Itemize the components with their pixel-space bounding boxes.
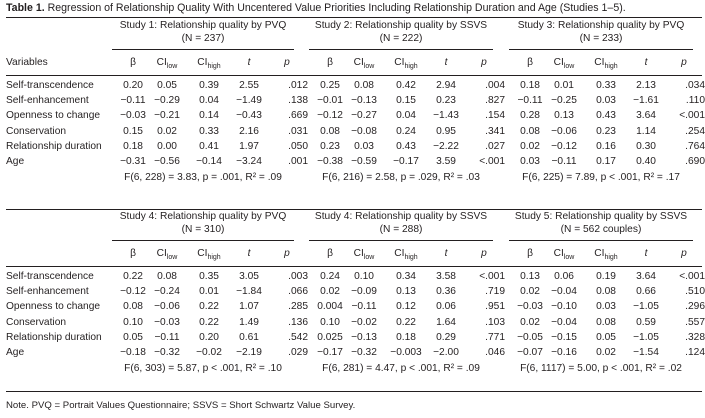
row-label: Age <box>6 156 25 167</box>
table-cell: −1.84 <box>236 286 262 298</box>
table-cell: −0.11 <box>120 95 146 107</box>
table-cell: −0.12 <box>120 286 146 298</box>
table-cell: 0.24 <box>396 125 416 137</box>
study-n: (N = 310) <box>181 224 225 235</box>
table-cell: 0.29 <box>436 331 456 343</box>
table-cell: 0.03 <box>354 140 374 152</box>
table-cell: 0.22 <box>199 301 219 313</box>
study-title: Study 5: Relationship quality by SSVS <box>514 211 688 222</box>
fit-statistic: F(6, 225) = 7.89, p < .001, R² = .17 <box>522 172 680 184</box>
ci-high-header <box>385 248 427 264</box>
table-cell: 0.23 <box>320 140 340 152</box>
table-cell: 0.15 <box>123 125 143 137</box>
table-cell: 0.04 <box>199 95 219 107</box>
table-cell: 1.64 <box>436 316 456 328</box>
table-cell: −0.11 <box>351 301 377 313</box>
table-cell: −0.15 <box>551 331 577 343</box>
table-cell: .296 <box>685 301 705 313</box>
ci-prefix: CI <box>156 248 167 259</box>
table-cell: 0.42 <box>396 80 416 91</box>
table-cell: 0.05 <box>123 331 143 343</box>
table-cell: −0.25 <box>551 95 577 107</box>
table-cell: 0.04 <box>396 110 416 122</box>
row-label: Conservation <box>6 316 67 328</box>
study-underline <box>309 49 493 50</box>
header-rule <box>6 75 702 76</box>
p-header: p <box>481 57 487 68</box>
table-cell: −0.13 <box>351 95 377 107</box>
table-cell: −1.05 <box>633 301 659 313</box>
table-cell: .557 <box>685 316 705 328</box>
table-cell: .003 <box>288 271 308 282</box>
table-cell: −0.03 <box>120 110 146 122</box>
p-header: p <box>481 248 487 259</box>
table-cell: 0.22 <box>123 271 143 282</box>
ci-prefix: CI <box>553 57 564 68</box>
table-cell: −0.38 <box>317 156 343 167</box>
ci-subscript: high <box>404 254 418 262</box>
table-cell: .690 <box>685 156 705 167</box>
ci-subscript: low <box>363 254 375 262</box>
table-cell: −0.07 <box>517 347 543 358</box>
table-cell: −0.31 <box>120 156 146 167</box>
ci-prefix: CI <box>197 57 208 68</box>
table-cell: 0.30 <box>636 140 656 152</box>
table-cell: 0.02 <box>596 347 616 358</box>
table-cell: 0.36 <box>436 286 456 298</box>
table-cell: 0.18 <box>123 140 143 152</box>
table-cell: −0.13 <box>351 331 377 343</box>
table-cell: 0.13 <box>554 110 574 122</box>
t-header: t <box>444 248 448 259</box>
table-cell: −0.04 <box>551 286 577 298</box>
table-cell: −1.54 <box>633 347 659 358</box>
ci-subscript: high <box>604 63 618 71</box>
table-cell: 0.17 <box>596 156 616 167</box>
table-cell: .719 <box>485 286 505 298</box>
study-title: Study 4: Relationship quality by SSVS <box>314 211 488 222</box>
table-cell: 0.004 <box>317 301 343 313</box>
table-cell: 0.20 <box>123 80 143 91</box>
table-cell: −0.56 <box>154 156 180 167</box>
table-cell: .154 <box>485 110 505 122</box>
table-cell: 0.03 <box>596 301 616 313</box>
ci-subscript: low <box>563 254 575 262</box>
table-cell: −0.29 <box>154 95 180 107</box>
table-cell: 0.59 <box>636 316 656 328</box>
row-label: Openness to change <box>6 301 101 313</box>
t-header: t <box>644 57 648 68</box>
table-cell: .027 <box>485 140 505 152</box>
table-cell: −0.10 <box>551 301 577 313</box>
study-n: (N = 237) <box>181 33 225 44</box>
table-cell: −0.04 <box>551 316 577 328</box>
study-n: (N = 233) <box>579 33 623 44</box>
table-cell: .034 <box>685 80 705 91</box>
ci-high-header <box>585 248 627 264</box>
table-cell: 0.08 <box>354 80 374 91</box>
study-underline <box>509 240 693 241</box>
table-cell: 1.07 <box>239 301 259 313</box>
table-cell: −0.21 <box>154 110 180 122</box>
study-underline <box>112 49 294 50</box>
table-cell: −0.11 <box>154 331 180 343</box>
table-cell: .110 <box>685 95 705 107</box>
table-cell: <.001 <box>679 110 705 122</box>
table-cell: 0.22 <box>396 316 416 328</box>
table-cell: −1.61 <box>633 95 659 107</box>
table-cell: 0.02 <box>520 316 540 328</box>
table-cell: −0.17 <box>393 156 419 167</box>
row-label: Self-enhancement <box>6 286 89 298</box>
ci-prefix: CI <box>353 248 364 259</box>
table-cell: −0.12 <box>317 110 343 122</box>
table-cell: 0.10 <box>320 316 340 328</box>
ci-high-header <box>385 57 427 73</box>
table-cell: 0.41 <box>199 140 219 152</box>
table-cell: −0.06 <box>154 301 180 313</box>
row-label: Openness to change <box>6 110 101 122</box>
table-cell: 0.18 <box>396 331 416 343</box>
table-cell: −0.16 <box>551 347 577 358</box>
table-cell: 0.15 <box>396 95 416 107</box>
table-cell: −0.27 <box>351 110 377 122</box>
table-cell: <.001 <box>479 271 505 282</box>
row-label: Age <box>6 347 25 358</box>
table-cell: 3.64 <box>636 271 656 282</box>
table-cell: −0.32 <box>351 347 377 358</box>
variables-header: Variables <box>6 57 48 68</box>
beta-header: β <box>327 248 333 259</box>
table-caption <box>6 2 626 14</box>
table-cell: −2.22 <box>433 140 459 152</box>
table-cell: 0.02 <box>320 286 340 298</box>
table-cell: −0.32 <box>154 347 180 358</box>
table-cell: 0.66 <box>636 286 656 298</box>
table-cell: 0.61 <box>239 331 259 343</box>
bottom-rule <box>6 391 702 392</box>
table-cell: −1.43 <box>433 110 459 122</box>
study-underline <box>309 240 493 241</box>
table-cell: 0.025 <box>317 331 343 343</box>
table-cell: 0.08 <box>123 301 143 313</box>
table-cell: 0.01 <box>554 80 574 91</box>
table-cell: .771 <box>485 331 505 343</box>
table-cell: .951 <box>485 301 505 313</box>
p-header: p <box>681 248 687 259</box>
table-cell: .004 <box>485 80 505 91</box>
beta-header: β <box>130 57 136 68</box>
ci-high-header <box>188 57 230 73</box>
ci-subscript: high <box>604 254 618 262</box>
table-cell: 0.02 <box>520 286 540 298</box>
table-cell: 2.16 <box>239 125 259 137</box>
ci-subscript: high <box>207 254 221 262</box>
table-cell: −0.02 <box>196 347 222 358</box>
table-cell: −0.43 <box>236 110 262 122</box>
table-title: Regression of Relationship Quality With Uncentered Value Priorities Including Relationship Duration and Age (Studies 1–5). <box>47 2 626 14</box>
table-cell: .764 <box>685 140 705 152</box>
study-n: (N = 562 couples) <box>560 224 642 235</box>
table-cell: 0.01 <box>199 286 219 298</box>
table-cell: 0.03 <box>596 95 616 107</box>
ci-high-header <box>585 57 627 73</box>
table-cell: .029 <box>288 347 308 358</box>
row-label: Conservation <box>6 125 67 137</box>
table-cell: 0.08 <box>320 125 340 137</box>
table-cell: .124 <box>685 347 705 358</box>
ci-subscript: high <box>404 63 418 71</box>
study-title: Study 2: Relationship quality by SSVS <box>314 20 488 31</box>
table-cell: 3.59 <box>436 156 456 167</box>
study-underline <box>509 49 693 50</box>
table-cell: 0.18 <box>520 80 540 91</box>
ci-high-header <box>188 248 230 264</box>
table-cell: .542 <box>288 331 308 343</box>
table-cell: 2.94 <box>436 80 456 91</box>
table-cell: 0.40 <box>636 156 656 167</box>
table-cell: 0.08 <box>596 316 616 328</box>
table-cell: .031 <box>288 125 308 137</box>
table-cell: 0.23 <box>596 125 616 137</box>
table-cell: 0.00 <box>157 140 177 152</box>
table-cell: 3.64 <box>636 110 656 122</box>
table-cell: 2.13 <box>636 80 656 91</box>
table-cell: 1.14 <box>636 125 656 137</box>
table-cell: −0.14 <box>196 156 222 167</box>
ci-low-header <box>343 57 385 73</box>
study-title: Study 4: Relationship quality by PVQ <box>119 211 287 222</box>
table-cell: 0.22 <box>199 316 219 328</box>
table-cell: −0.18 <box>120 347 146 358</box>
table-cell: −0.02 <box>351 316 377 328</box>
row-label: Self-transcendence <box>6 271 94 282</box>
table-cell: 0.10 <box>123 316 143 328</box>
table-cell: −0.06 <box>551 125 577 137</box>
table-cell: .285 <box>288 301 308 313</box>
table-cell: 0.39 <box>199 80 219 91</box>
table-cell: −0.05 <box>517 331 543 343</box>
table-cell: 0.25 <box>320 80 340 91</box>
row-label: Self-transcendence <box>6 80 94 91</box>
study-title: Study 3: Relationship quality by PVQ <box>517 20 685 31</box>
table-cell: −3.24 <box>236 156 262 167</box>
ci-low-header <box>146 248 188 264</box>
header-rule <box>6 266 702 267</box>
fit-statistic: F(6, 281) = 4.47, p < .001, R² = .09 <box>322 363 480 375</box>
study-underline <box>112 240 294 241</box>
ci-subscript: low <box>166 63 178 71</box>
t-header: t <box>644 248 648 259</box>
table-cell: .001 <box>288 156 308 167</box>
p-header: p <box>681 57 687 68</box>
table-cell: −0.12 <box>551 140 577 152</box>
table-cell: 0.43 <box>396 140 416 152</box>
ci-subscript: low <box>563 63 575 71</box>
table-cell: 0.05 <box>157 80 177 91</box>
ci-subscript: low <box>363 63 375 71</box>
ci-low-header <box>543 57 585 73</box>
row-label: Relationship duration <box>6 331 102 343</box>
table-cell: .050 <box>288 140 308 152</box>
table-cell: −0.03 <box>154 316 180 328</box>
table-cell: .136 <box>288 316 308 328</box>
table-cell: .066 <box>288 286 308 298</box>
table-cell: −2.19 <box>236 347 262 358</box>
table-cell: 0.13 <box>520 271 540 282</box>
table-cell: .341 <box>485 125 505 137</box>
ci-prefix: CI <box>594 57 605 68</box>
table-cell: 0.95 <box>436 125 456 137</box>
table-cell: −0.03 <box>517 301 543 313</box>
ci-prefix: CI <box>394 248 405 259</box>
ci-prefix: CI <box>156 57 167 68</box>
study-title: Study 1: Relationship quality by PVQ <box>119 20 287 31</box>
table-cell: 0.06 <box>554 271 574 282</box>
panel-divider-rule <box>6 209 702 210</box>
table-cell: .103 <box>485 316 505 328</box>
table-cell: .012 <box>288 80 308 91</box>
top-rule <box>6 17 702 18</box>
table-cell: 0.08 <box>596 286 616 298</box>
table-cell: 0.33 <box>596 80 616 91</box>
table-cell: −2.00 <box>433 347 459 358</box>
table-cell: −0.003 <box>390 347 422 358</box>
ci-prefix: CI <box>594 248 605 259</box>
fit-statistic: F(6, 303) = 5.87, p < .001, R² = .10 <box>124 363 282 375</box>
table-cell: −0.17 <box>317 347 343 358</box>
table-cell: 0.33 <box>199 125 219 137</box>
table-cell: .328 <box>685 331 705 343</box>
table-cell: .510 <box>685 286 705 298</box>
ci-low-header <box>146 57 188 73</box>
p-header: p <box>284 248 290 259</box>
table-cell: 0.03 <box>520 156 540 167</box>
table-cell: <.001 <box>479 156 505 167</box>
table-cell: 1.49 <box>239 316 259 328</box>
ci-low-header <box>543 248 585 264</box>
table-cell: 0.19 <box>596 271 616 282</box>
t-header: t <box>247 248 251 259</box>
table-cell: −0.08 <box>351 125 377 137</box>
table-cell: 0.24 <box>320 271 340 282</box>
table-cell: 0.43 <box>596 110 616 122</box>
t-header: t <box>444 57 448 68</box>
table-cell: 0.10 <box>354 271 374 282</box>
table-cell: −0.11 <box>551 156 577 167</box>
table-cell: 0.14 <box>199 110 219 122</box>
table-cell: 0.02 <box>157 125 177 137</box>
table-cell: 3.58 <box>436 271 456 282</box>
ci-prefix: CI <box>394 57 405 68</box>
beta-header: β <box>527 248 533 259</box>
ci-subscript: low <box>166 254 178 262</box>
t-header: t <box>247 57 251 68</box>
ci-prefix: CI <box>353 57 364 68</box>
table-cell: −0.01 <box>317 95 343 107</box>
table-note: Note. PVQ = Portrait Values Questionnaire; SSVS = Short Schwartz Value Survey. <box>6 400 356 411</box>
study-n: (N = 288) <box>379 224 423 235</box>
table-cell: −0.09 <box>351 286 377 298</box>
table-cell: 0.16 <box>596 140 616 152</box>
ci-subscript: high <box>207 63 221 71</box>
table-cell: 2.55 <box>239 80 259 91</box>
table-cell: .046 <box>485 347 505 358</box>
ci-low-header <box>343 248 385 264</box>
table-cell: .827 <box>485 95 505 107</box>
table-cell: 0.28 <box>520 110 540 122</box>
beta-header: β <box>327 57 333 68</box>
p-header: p <box>284 57 290 68</box>
table-cell: 0.08 <box>157 271 177 282</box>
row-label: Relationship duration <box>6 140 102 152</box>
table-cell: 3.05 <box>239 271 259 282</box>
table-cell: 0.23 <box>436 95 456 107</box>
study-n: (N = 222) <box>379 33 423 44</box>
ci-prefix: CI <box>197 248 208 259</box>
table-cell: 0.13 <box>396 286 416 298</box>
row-label: Self-enhancement <box>6 95 89 107</box>
table-cell: 0.05 <box>596 331 616 343</box>
table-cell: 0.12 <box>396 301 416 313</box>
beta-header: β <box>130 248 136 259</box>
table-cell: −0.59 <box>351 156 377 167</box>
table-cell: −1.05 <box>633 331 659 343</box>
table-cell: 0.34 <box>396 271 416 282</box>
table-cell: 0.06 <box>436 301 456 313</box>
fit-statistic: F(6, 228) = 3.83, p = .001, R² = .09 <box>124 172 282 184</box>
fit-statistic: F(6, 216) = 2.58, p = .029, R² = .03 <box>322 172 480 184</box>
table-cell: 1.97 <box>239 140 259 152</box>
table-cell: −0.11 <box>517 95 543 107</box>
table-cell: −0.24 <box>154 286 180 298</box>
table-cell: 0.02 <box>520 140 540 152</box>
beta-header: β <box>527 57 533 68</box>
table-cell: 0.20 <box>199 331 219 343</box>
ci-prefix: CI <box>553 248 564 259</box>
table-cell: .254 <box>685 125 705 137</box>
fit-statistic: F(6, 1117) = 5.00, p < .001, R² = .02 <box>520 363 682 375</box>
table-cell: .669 <box>288 110 308 122</box>
table-cell: −1.49 <box>236 95 262 107</box>
table-cell: 0.08 <box>520 125 540 137</box>
table-label: Table 1. <box>6 2 45 14</box>
table-cell: .138 <box>288 95 308 107</box>
table-cell: <.001 <box>679 271 705 282</box>
table-cell: 0.35 <box>199 271 219 282</box>
